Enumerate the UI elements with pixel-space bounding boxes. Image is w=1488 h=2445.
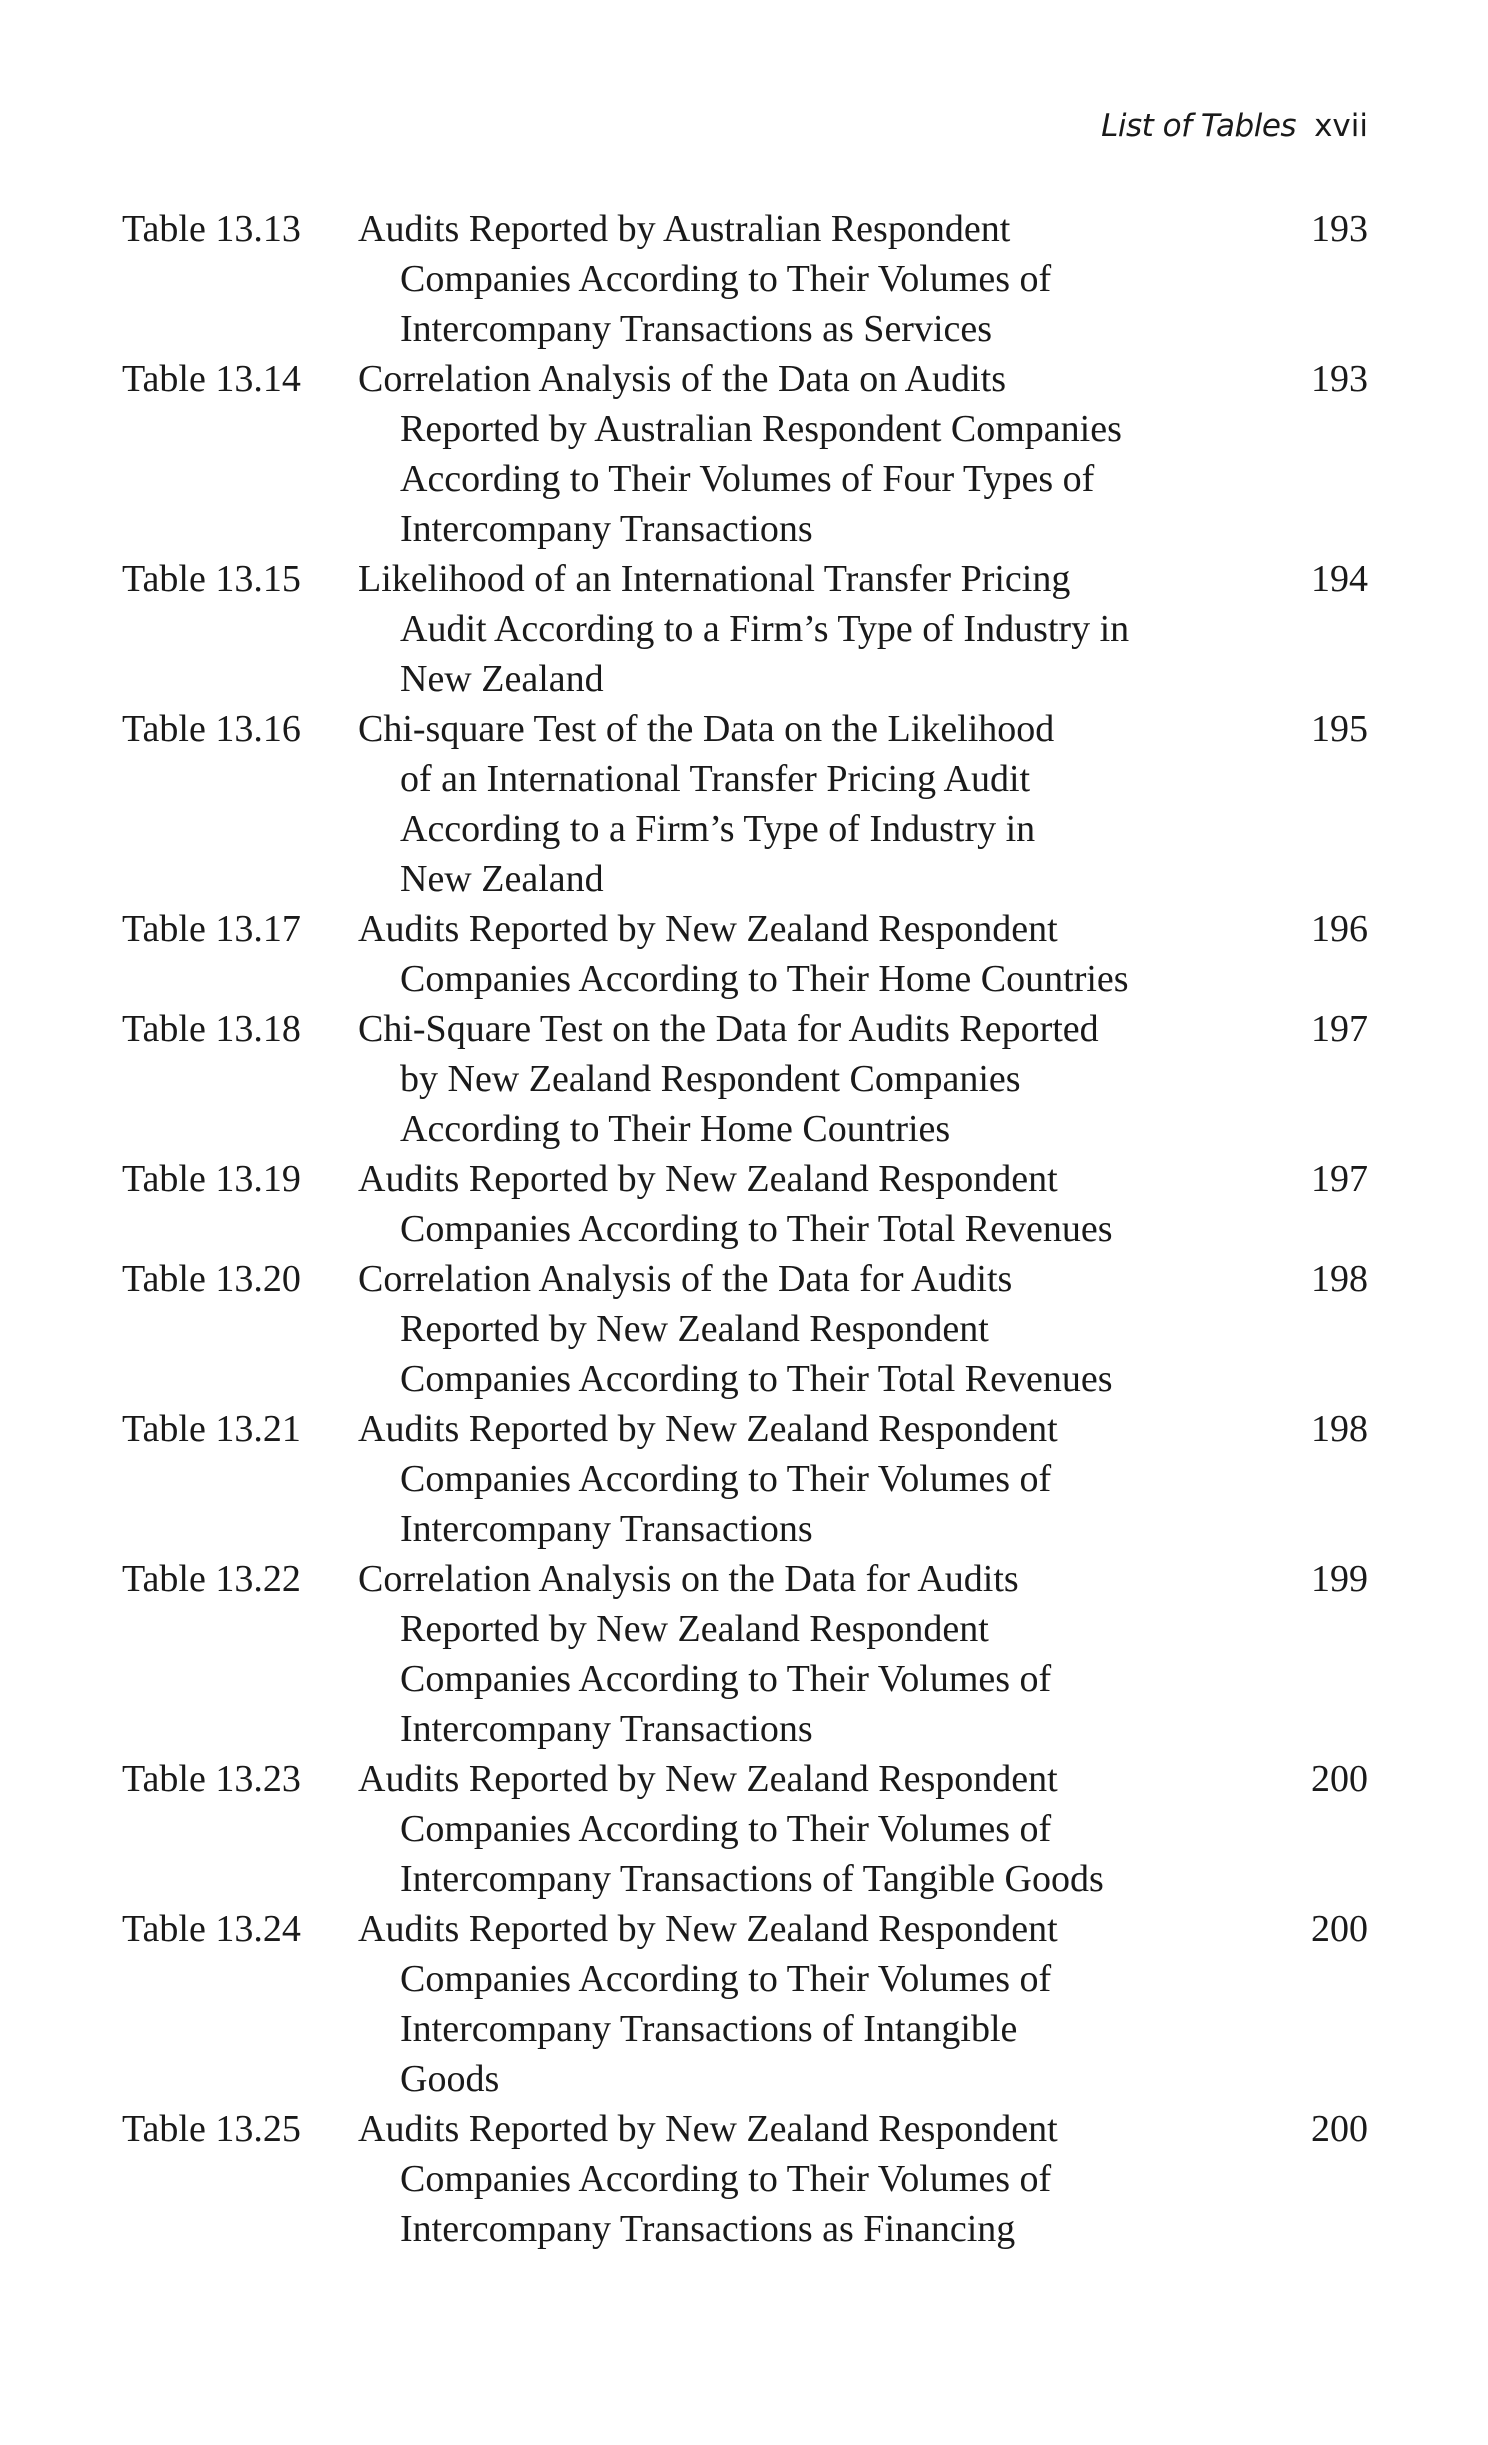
table-number: Table 13.14 [122,358,301,400]
page-number: 197 [1311,1158,1368,1200]
table-number: Table 13.17 [122,908,301,950]
table-title [358,554,1278,704]
page-folio: xvii [1314,108,1368,144]
page-number: 200 [1311,1758,1368,1800]
title-line: Correlation Analysis of the Data on Audits [358,358,1007,400]
title-line: Companies According to Their Volumes of [400,1658,1052,1700]
title-line: of an International Transfer Pricing Audit [400,758,1031,800]
title-line: According to Their Home Countries [400,1108,951,1150]
title-line: Intercompany Transactions [400,508,813,550]
title-line: Intercompany Transactions [400,1508,813,1550]
title-line: Intercompany Transactions [400,1708,813,1750]
table-title [358,2104,1278,2254]
page-number: 194 [1311,558,1368,600]
table-number: Table 13.21 [122,1408,301,1450]
table-title [358,1004,1278,1154]
title-line: Companies According to Their Volumes of [400,1958,1052,2000]
table-title [358,1904,1278,2104]
page-number: 200 [1311,2108,1368,2150]
title-line: Intercompany Transactions of Intangible [400,2008,1018,2050]
table-title [358,1254,1278,1404]
title-line: Companies According to Their Total Revenues [400,1358,1113,1400]
title-line: Audits Reported by New Zealand Respondent [358,908,1058,950]
table-number: Table 13.15 [122,558,301,600]
table-entry[interactable] [122,1554,1368,1754]
title-line: Intercompany Transactions as Financing [400,2208,1016,2250]
table-entry[interactable] [122,904,1368,1004]
running-head-title: List of Tables [1101,108,1297,144]
table-number: Table 13.18 [122,1008,301,1050]
table-entry[interactable] [122,554,1368,704]
title-line: Audits Reported by New Zealand Respondent [358,2108,1058,2150]
title-line: Reported by New Zealand Respondent [400,1608,989,1650]
table-number: Table 13.22 [122,1558,301,1600]
table-title [358,1754,1278,1904]
page-number: 193 [1311,358,1368,400]
table-title [358,1554,1278,1754]
page-number: 196 [1311,908,1368,950]
table-entry[interactable] [122,354,1368,554]
page-number: 198 [1311,1408,1368,1450]
title-line: New Zealand [400,858,604,900]
page-number: 200 [1311,1908,1368,1950]
title-line: New Zealand [400,658,604,700]
title-line: Intercompany Transactions as Services [400,308,993,350]
table-entry[interactable] [122,2104,1368,2254]
title-line: According to Their Volumes of Four Types of [400,458,1095,500]
title-line: Goods [400,2058,500,2100]
table-number: Table 13.16 [122,708,301,750]
table-entry[interactable] [122,1254,1368,1404]
title-line: Audits Reported by New Zealand Respondent [358,1408,1058,1450]
table-title [358,354,1278,554]
title-line: Audits Reported by New Zealand Respondent [358,1908,1058,1950]
title-line: Companies According to Their Home Countries [400,958,1129,1000]
title-line: Audits Reported by Australian Respondent [358,208,1011,250]
title-line: Correlation Analysis on the Data for Audits [358,1558,1019,1600]
title-line: Chi-Square Test on the Data for Audits Reported [358,1008,1099,1050]
page-number: 193 [1311,208,1368,250]
title-line: by New Zealand Respondent Companies [400,1058,1021,1100]
list-of-tables [122,204,1368,2254]
table-number: Table 13.23 [122,1758,301,1800]
title-line: Chi-square Test of the Data on the Likelihood [358,708,1055,750]
table-entry[interactable] [122,1754,1368,1904]
title-line: Correlation Analysis of the Data for Audits [358,1258,1013,1300]
title-line: Companies According to Their Volumes of [400,1458,1052,1500]
table-number: Table 13.19 [122,1158,301,1200]
page-number: 195 [1311,708,1368,750]
table-entry[interactable] [122,204,1368,354]
table-title [358,704,1278,904]
title-line: Audit According to a Firm’s Type of Industry in [400,608,1130,650]
table-number: Table 13.13 [122,208,301,250]
table-entry[interactable] [122,1154,1368,1254]
title-line: Audits Reported by New Zealand Respondent [358,1758,1058,1800]
running-head [1101,104,1368,148]
table-number: Table 13.24 [122,1908,301,1950]
table-entry[interactable] [122,1404,1368,1554]
table-title [358,1154,1278,1254]
title-line: Companies According to Their Volumes of [400,1808,1052,1850]
title-line: Companies According to Their Volumes of [400,258,1052,300]
title-line: Reported by Australian Respondent Companies [400,408,1122,450]
title-line: Reported by New Zealand Respondent [400,1308,989,1350]
title-line: Audits Reported by New Zealand Respondent [358,1158,1058,1200]
title-line: Intercompany Transactions of Tangible Goods [400,1858,1104,1900]
table-title [358,204,1278,354]
page-number: 197 [1311,1008,1368,1050]
table-number: Table 13.25 [122,2108,301,2150]
title-line: Companies According to Their Volumes of [400,2158,1052,2200]
table-number: Table 13.20 [122,1258,301,1300]
table-title [358,904,1278,1004]
table-entry[interactable] [122,1004,1368,1154]
table-entry[interactable] [122,704,1368,904]
table-entry[interactable] [122,1904,1368,2104]
title-line: Companies According to Their Total Revenues [400,1208,1113,1250]
title-line: Likelihood of an International Transfer Pricing [358,558,1071,600]
page-number: 199 [1311,1558,1368,1600]
page-number: 198 [1311,1258,1368,1300]
table-title [358,1404,1278,1554]
title-line: According to a Firm’s Type of Industry in [400,808,1036,850]
